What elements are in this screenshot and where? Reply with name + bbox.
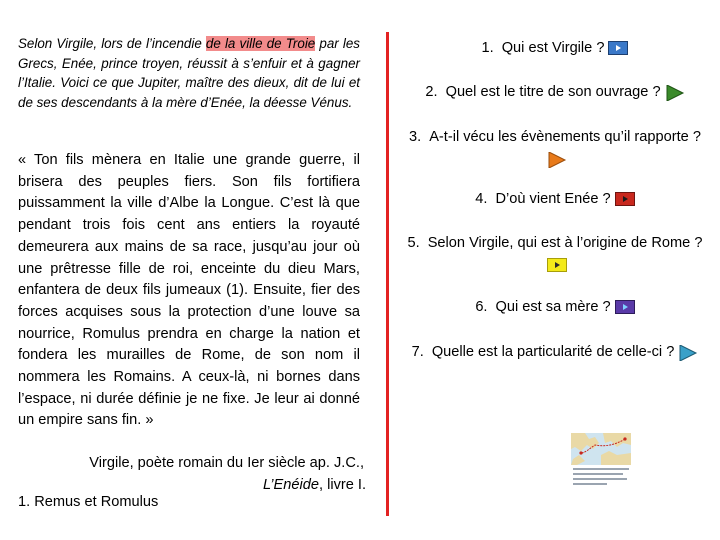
question-text: A-t-il vécu les évènements qu’il rapporte ? <box>429 129 701 145</box>
question-6 <box>400 296 710 318</box>
play-button-q3[interactable] <box>547 152 567 166</box>
play-icon <box>665 85 685 101</box>
play-button-q1[interactable] <box>608 41 628 55</box>
play-icon <box>678 345 698 361</box>
footnote: 1. Remus et Romulus <box>18 494 159 510</box>
citation-work-line <box>263 477 366 493</box>
citation-author: Virgile, poète romain du Ier siècle ap. J.C., <box>89 455 364 471</box>
question-text: D’où vient Enée ? <box>495 191 611 207</box>
play-icon <box>615 300 635 314</box>
question-number: 7. <box>411 344 424 360</box>
question-text: Qui est Virgile ? <box>501 40 605 56</box>
citation-work-title: L’Enéide <box>262 477 319 493</box>
question-number: 2. <box>425 84 438 100</box>
play-button-q6[interactable] <box>615 300 635 314</box>
play-icon <box>615 192 635 206</box>
question-text: Quel est le titre de son ouvrage ? <box>445 84 661 100</box>
aeneas-route-map-image <box>565 431 637 489</box>
question-number: 1. <box>481 40 494 56</box>
play-button-q5[interactable] <box>547 258 567 272</box>
question-number: 4. <box>475 191 488 207</box>
play-icon <box>547 152 567 168</box>
vertical-divider <box>386 32 389 516</box>
question-3 <box>400 126 710 170</box>
intro-paragraph <box>18 34 360 112</box>
question-text: Qui est sa mère ? <box>495 299 611 315</box>
question-1 <box>400 37 710 59</box>
question-7 <box>400 341 710 363</box>
intro-text-after: par les Grecs, Enée, prince troyen, réussit à s’enfuir et à gagner l’Italie. Voici ce que Jupiter, maître des dieux, dit de lui et de ses descendants à la mère d’Enée, la déesse Vénus. <box>18 36 360 110</box>
intro-text-before: Selon Virgile, lors de l’incendie <box>18 36 206 51</box>
question-number: 6. <box>475 299 488 315</box>
question-text: Selon Virgile, qui est à l’origine de Rome ? <box>427 235 703 251</box>
play-button-q7[interactable] <box>678 345 698 359</box>
map-thumbnail[interactable] <box>565 431 637 489</box>
play-button-q2[interactable] <box>665 85 685 99</box>
source-citation <box>18 452 366 496</box>
question-4 <box>400 188 710 210</box>
play-icon <box>608 41 628 55</box>
question-number: 3. <box>409 129 422 145</box>
question-text: Quelle est la particularité de celle-ci ? <box>431 344 675 360</box>
highlighted-phrase: de la ville de Troie <box>205 36 316 51</box>
question-5 <box>400 232 710 276</box>
citation-work-suffix: , livre I. <box>318 477 366 493</box>
play-icon <box>547 258 567 272</box>
jupiter-quote: « Ton fils mènera en Italie une grande guerre, il brisera des peuples fiers. Son fils fortifiera puissamment la ville d’Albe la Longue. C’est là que pendant trois fois cent ans entiers la royauté demeurera aux mains de sa race, jusqu’au jour où une prêtresse fille de roi, enceinte du dieu Mars, enfantera de deux fils jumeaux (1). Ensuite, fier des forces acquises sous la protection d’une louve sa nourrice, Romulus prendra en charge la nation et fondera les murailles de Rome, de son nom il nommera les Romains. A ceux-là, ni bornes dans l’espace, ni durée définie je ne fixe. Je leur ai donné un empire sans fin. » <box>18 152 360 429</box>
question-number: 5. <box>407 235 420 251</box>
play-button-q4[interactable] <box>615 192 635 206</box>
question-2 <box>400 81 710 103</box>
